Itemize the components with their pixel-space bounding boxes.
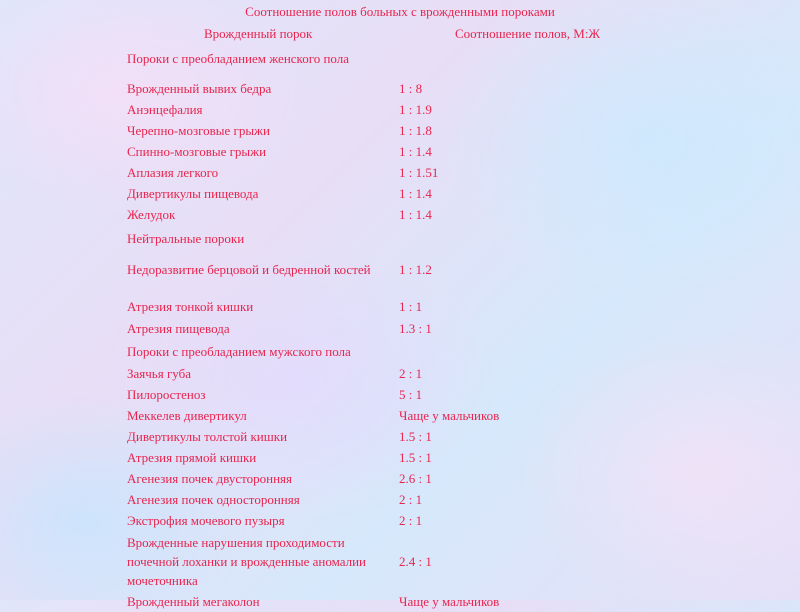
ratio-cell: 1 : 1.8 [399, 123, 432, 138]
section-row [127, 340, 647, 363]
spacer [127, 68, 647, 78]
table-row [127, 468, 647, 489]
section-title: Нейтральные пороки [127, 230, 245, 246]
table-row [127, 426, 647, 447]
table-row [127, 405, 647, 426]
slide-title: Соотношение полов больных с врожденными пороками [245, 4, 555, 19]
column-header-defect: Врожденный порок [204, 26, 313, 41]
ratio-cell: 1 : 1.4 [399, 207, 432, 222]
spacer [127, 287, 647, 296]
table-row [127, 99, 647, 120]
table-row [127, 141, 647, 162]
table-row [127, 120, 647, 141]
defect-cell: Экстрофия мочевого пузыря [127, 513, 285, 528]
defect-cell: Анэнцефалия [127, 102, 203, 117]
defect-cell: Врожденный мегаколон [127, 594, 260, 609]
table-row [127, 384, 647, 405]
ratio-cell: 2 : 1 [399, 513, 423, 528]
ratio-cell: 1 : 1.4 [399, 144, 432, 159]
defect-cell: Агенезия почек односторонняя [127, 492, 300, 507]
ratio-cell: 1 : 1.9 [399, 102, 432, 117]
ratio-cell: Чаще у мальчиков [399, 594, 500, 609]
defect-cell: Атрезия пищевода [127, 321, 230, 336]
table-row [127, 489, 647, 510]
defect-cell: Спинно-мозговые грыжи [127, 144, 267, 159]
ratio-cell: 5 : 1 [399, 387, 423, 402]
table-row [127, 183, 647, 204]
ratio-cell: 2 : 1 [399, 492, 423, 507]
ratio-cell: 1 : 1 [399, 299, 423, 314]
defect-cell: Черепно-мозговые грыжи [127, 123, 270, 138]
table-row [127, 204, 647, 225]
ratio-cell: 1 : 1.51 [399, 165, 439, 180]
defect-cell: Дивертикулы пищевода [127, 186, 259, 201]
section-title: Пороки с преобладанием мужского пола [127, 344, 351, 359]
table-row [127, 447, 647, 468]
defect-cell: Аплазия легкого [127, 165, 219, 180]
table-row [127, 591, 647, 612]
ratio-cell: 2 : 1 [399, 366, 423, 381]
ratio-cell: 1 : 8 [399, 81, 423, 96]
table-row [127, 363, 647, 384]
defect-cell: Дивертикулы толстой кишки [127, 429, 288, 444]
table-row [127, 296, 647, 317]
ratio-cell: 1 : 1.2 [399, 261, 432, 277]
defect-cell: Пилоростеноз [127, 387, 206, 402]
defect-cell: Недоразвитие берцовой и бедренной костей [127, 261, 371, 277]
defect-cell: Агенезия почек двусторонняя [127, 471, 292, 486]
column-header-ratio: Соотношение полов, М:Ж [455, 26, 601, 41]
table-row [127, 510, 647, 531]
table-header [0, 25, 800, 42]
ratio-cell: Чаще у мальчиков [399, 408, 500, 423]
section-row [127, 225, 647, 251]
ratio-cell: 2.6 : 1 [399, 471, 432, 486]
defects-table [127, 48, 647, 612]
defect-cell: Врожденный вывих бедра [127, 81, 272, 96]
table-row [127, 78, 647, 99]
table-row [127, 531, 647, 591]
section-row [127, 48, 647, 68]
ratio-cell: 1.5 : 1 [399, 450, 432, 465]
defect-cell: Атрезия тонкой кишки [127, 299, 254, 314]
defect-cell: Заячья губа [127, 366, 192, 381]
defect-cell: Желудок [127, 207, 176, 222]
ratio-cell: 1 : 1.4 [399, 186, 432, 201]
ratio-cell: 1.5 : 1 [399, 429, 432, 444]
table-row [127, 251, 647, 287]
defect-cell: Врожденные нарушения проходимости почечной лоханки и врожденные аномалии мочеточника [127, 534, 367, 588]
table-row [127, 317, 647, 340]
ratio-cell: 1.3 : 1 [399, 321, 432, 336]
ratio-cell: 2.4 : 1 [399, 553, 432, 569]
section-title: Пороки с преобладанием женского пола [127, 50, 350, 66]
defect-cell: Меккелев дивертикул [127, 408, 247, 423]
table-row [127, 162, 647, 183]
defect-cell: Атрезия прямой кишки [127, 450, 257, 465]
